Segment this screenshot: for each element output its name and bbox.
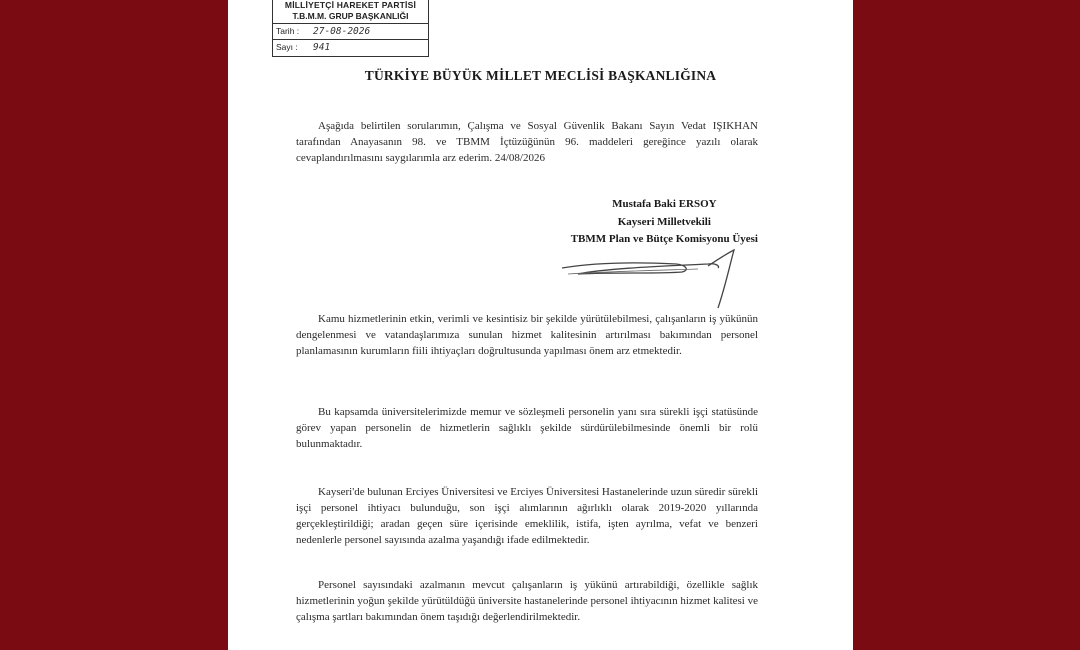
body-paragraph-1: Kamu hizmetlerinin etkin, verimli ve kesintisiz bir şekilde yürütülebilmesi, çalışanların iş yükünün dengelenmesi ve vatandaşlarımıza sunulan hizmet kalitesinin artırılması bakımından personel planlamasının kurumların fiili ihtiyaçları doğrultusunda yapılması önem arz etmektedir. [296, 313, 758, 357]
signatory-name: Mustafa Baki ERSOY [612, 198, 717, 210]
stamp-date-row [273, 24, 428, 40]
signatory-role: Kayseri Milletvekili [617, 215, 711, 228]
signatory-block [571, 196, 758, 249]
body-paragraph-4: Personel sayısındaki azalmanın mevcut çalışanların iş yükünü artırabildiği, özellikle sağlık hizmetlerinin yoğun şekilde yürütüldüğü üniversite hastanelerinde personel ihtiyacının hizmet kalitesi ve çalışma şartları bakımından önem taşıdığı değerlendirilmektedir. [296, 579, 758, 623]
signatory-committee: TBMM Plan ve Bütçe Komisyonu Üyesi [570, 233, 758, 245]
party-stamp [272, 0, 429, 57]
document-page [228, 0, 853, 650]
intro-paragraph: Aşağıda belirtilen sorularımın, Çalışma ve Sosyal Güvenlik Bakanı Sayın Vedat IŞIKHAN tarafından Anayasanın 98. ve TBMM İçtüzüğünün 96. maddeleri gereğince yazılı olarak cevaplandırılmasını saygılarımla arz ederim. 24/08/2026 [296, 120, 758, 164]
stamp-number-label: Sayı : [276, 42, 298, 52]
handwritten-signature [558, 244, 748, 314]
stamp-office-name: T.B.M.M. GRUP BAŞKANLIĞI [273, 10, 428, 24]
stamp-party-name: MİLLİYETÇİ HAREKET PARTİSİ [284, 0, 417, 10]
document-title: TÜRKİYE BÜYÜK MİLLET MECLİSİ BAŞKANLIĞINA [364, 68, 717, 83]
stamp-number-value: 941 [313, 42, 331, 53]
stamp-date-value: 27-08-2026 [313, 26, 371, 37]
body-paragraph-2: Bu kapsamda üniversitelerimizde memur ve sözleşmeli personelin yanı sıra sürekli işçi statüsünde görev yapan personelin de hizmetlerin sağlıklı şekilde sürdürülebilmesinde önemli bir rolü bulunmaktadır. [296, 406, 758, 450]
stamp-date-label: Tarih : [276, 26, 300, 36]
stamp-number-row [273, 40, 428, 55]
body-paragraph-3: Kayseri'de bulunan Erciyes Üniversitesi ve Erciyes Üniversitesi Hastanelerinde uzun süredir sürekli işçi personel ihtiyacı bulunduğu, son işçi alımlarının ağırlıklı olarak 2019-2020 yıllarında gerçekleştirildiği; aradan geçen süre içerisinde emeklilik, istifa, işten ayrılma, vefat ve benzeri nedenlerle personel sayısında azalma yaşandığı ifade edilmektedir. [296, 486, 759, 546]
